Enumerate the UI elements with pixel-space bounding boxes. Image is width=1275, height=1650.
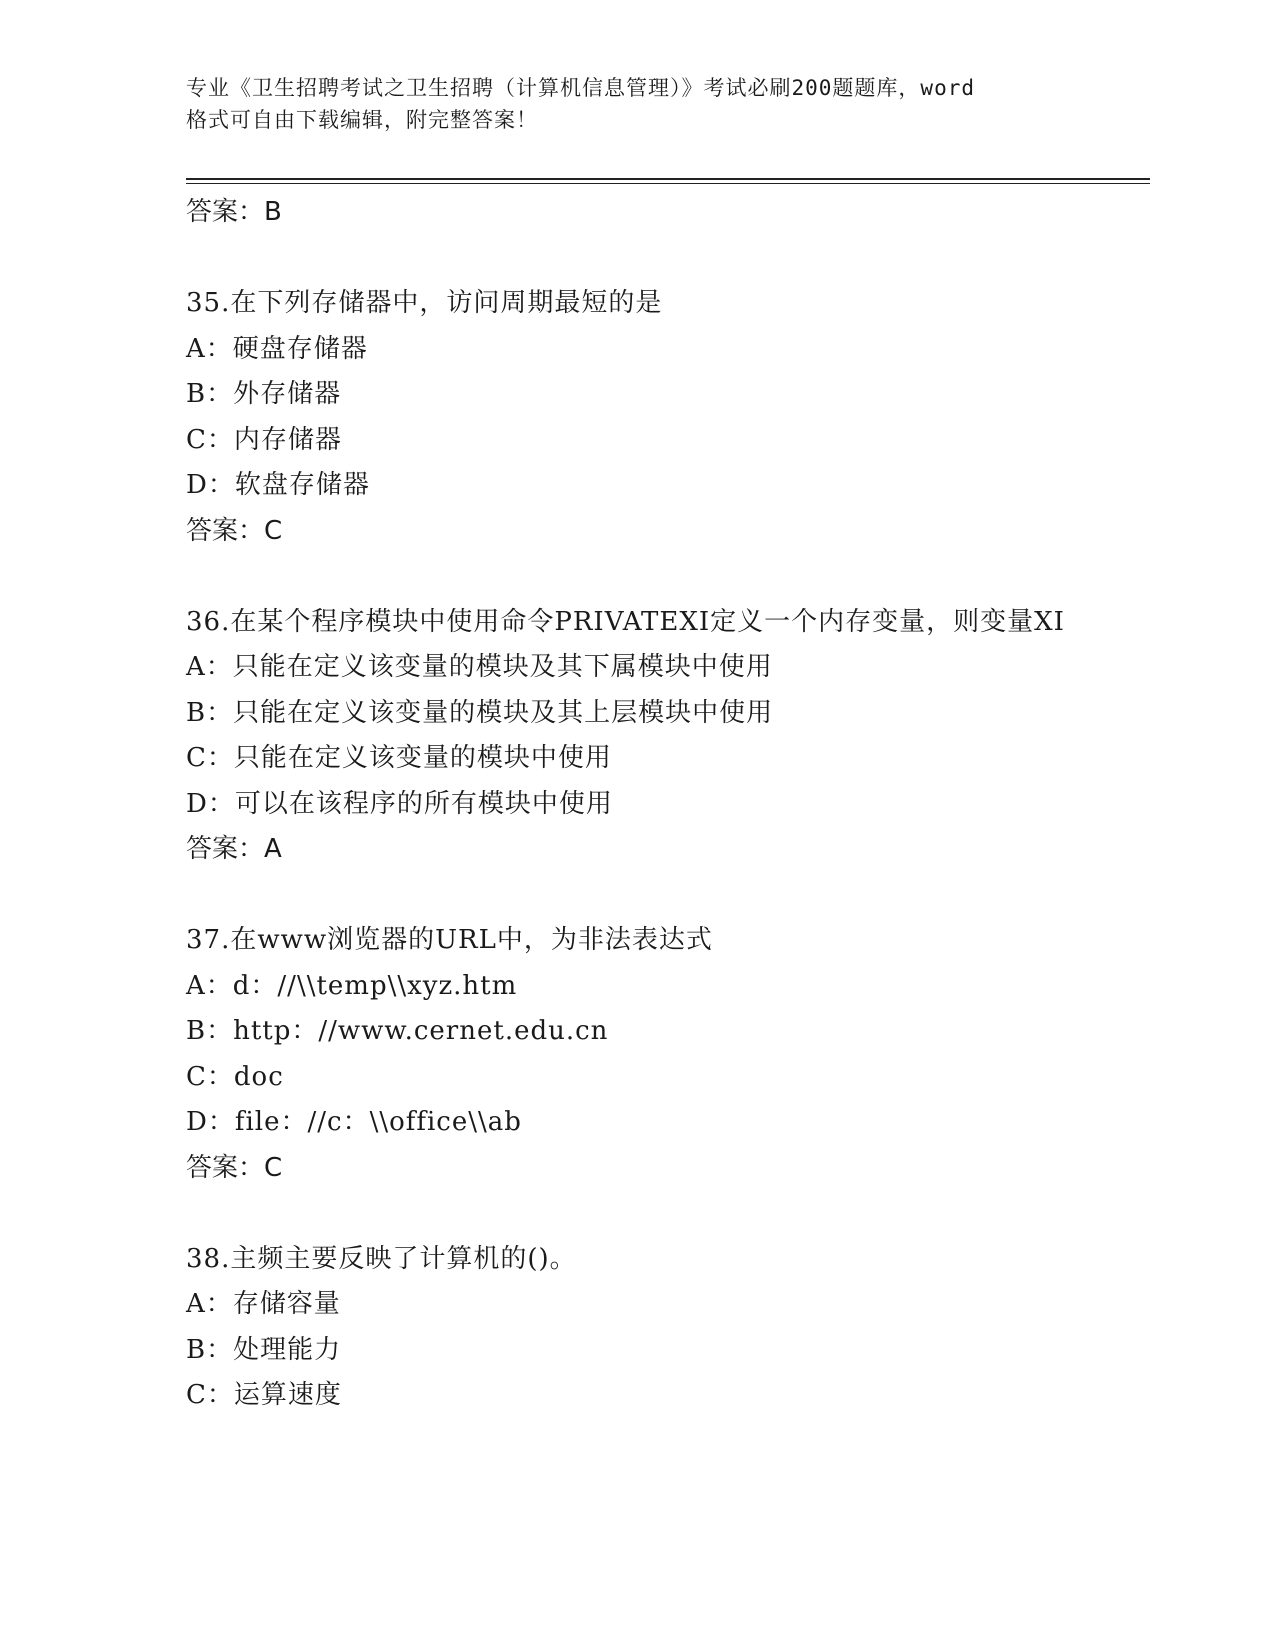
question-answer: 答案：C: [186, 515, 283, 546]
question-answer: 答案：A: [186, 834, 282, 864]
spacer: [186, 554, 1086, 600]
option-d: D：可以在该程序的所有模块中使用: [186, 788, 613, 819]
header-rule-thick: [186, 178, 1150, 180]
question-list: [186, 190, 1086, 1419]
question-38: [186, 1237, 1086, 1419]
option-b: B：只能在定义该变量的模块及其上层模块中使用: [186, 697, 774, 728]
question-35: [186, 281, 1086, 554]
option-a: A：存储容量: [186, 1289, 341, 1319]
option-a: A：只能在定义该变量的模块及其下属模块中使用: [186, 652, 773, 682]
question-stem: 37.在www浏览器的URL中，为非法表达式: [186, 925, 713, 955]
option-c: C：内存储器: [186, 424, 342, 455]
previous-answer: 答案：B: [186, 197, 282, 227]
document-header: [186, 72, 1086, 136]
question-stem: 36.在某个程序模块中使用命令PRIVATEXI定义一个内存变量，则变量XI: [186, 606, 1065, 637]
option-d: D：file：//c：\\office\\ab: [186, 1107, 522, 1137]
header-rule-thin: [186, 183, 1150, 184]
option-d: D：软盘存储器: [186, 470, 370, 500]
option-a: A：硬盘存储器: [186, 333, 368, 364]
option-c: C：只能在定义该变量的模块中使用: [186, 743, 612, 773]
question-37: [186, 918, 1086, 1191]
spacer: [186, 1191, 1086, 1237]
option-b: B：http：//www.cernet.edu.cn: [186, 1016, 609, 1046]
header-line-1: 专业《卫生招聘考试之卫生招聘（计算机信息管理）》考试必刷200题题库，word: [186, 76, 975, 100]
question-answer: 答案：C: [186, 1152, 283, 1183]
question-stem: 35.在下列存储器中，访问周期最短的是: [186, 288, 663, 318]
header-line-2: 格式可自由下载编辑，附完整答案！: [186, 108, 538, 132]
option-a: A：d：//\\temp\\xyz.htm: [186, 970, 518, 1001]
option-b: B：外存储器: [186, 379, 342, 409]
option-c: C：运算速度: [186, 1380, 342, 1410]
option-c: C：doc: [186, 1061, 284, 1092]
question-36: [186, 600, 1086, 873]
spacer: [186, 236, 1086, 282]
question-stem: 38.主频主要反映了计算机的()。: [186, 1243, 577, 1274]
spacer: [186, 873, 1086, 919]
option-b: B：处理能力: [186, 1334, 342, 1365]
